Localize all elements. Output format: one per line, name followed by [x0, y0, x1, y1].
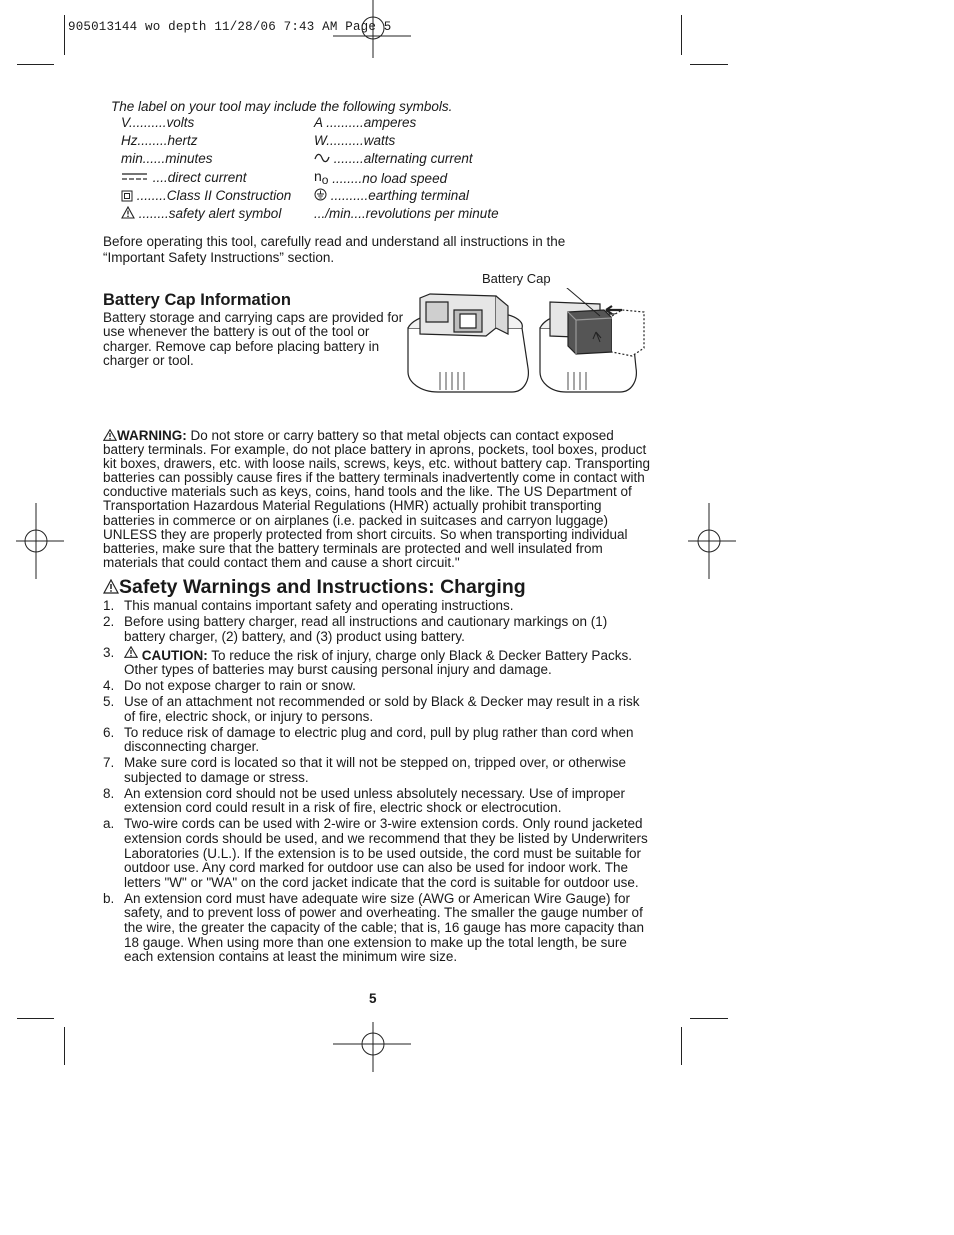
list-item-number: 8.: [103, 785, 115, 801]
list-item: [103, 695, 651, 724]
symbol-row: [121, 188, 291, 203]
symbol-row: [314, 206, 499, 221]
symbol-desc: ..........watts: [326, 133, 396, 148]
list-item-text: Make sure cord is located so that it will not be stepped on, tripped over, or otherwise subjected to damage or stress.: [124, 755, 627, 785]
symbol-abbrev: min: [121, 151, 143, 166]
battery-without-cap: [408, 294, 528, 392]
symbol-desc: .../min....revolutions per minute: [314, 206, 499, 221]
safety-alert-icon: [124, 646, 138, 658]
list-item-number: 1.: [103, 598, 115, 613]
list-item: [103, 817, 651, 890]
symbols-intro: The label on your tool may include the following symbols.: [111, 99, 453, 114]
battery-with-cap: [540, 302, 644, 392]
list-item-number: 5.: [103, 694, 115, 710]
list-item-text: An extension cord must have adequate wire size (AWG or American Wire Gauge) for safety, and to prevent loss of power and overheating. The smaller the gauge number of the wire, the greater the capacity of the cable; that is, 16 gauge has more capacity than 18 gauge. When using more than one extension to make up the total length, be sure each extension contains at least the minimum wire size.: [124, 890, 645, 965]
symbol-abbrev: A: [314, 115, 323, 130]
charging-heading-text: Safety Warnings and Instructions: Charging: [119, 576, 526, 598]
battery-cap-figure-label: Battery Cap: [482, 271, 551, 286]
list-item-text: This manual contains important safety and operating instructions.: [124, 598, 514, 613]
symbol-row: [314, 151, 473, 166]
symbol-row: [314, 168, 448, 187]
symbol-subscript: o: [321, 173, 329, 187]
symbol-abbrev: V: [121, 115, 130, 130]
direct-current-icon: [121, 172, 149, 182]
list-item: [103, 726, 651, 755]
battery-warning: [103, 429, 651, 570]
symbol-row: [121, 151, 213, 166]
symbol-row: [121, 170, 247, 185]
list-item-number: b.: [103, 890, 115, 906]
symbol-row: [314, 133, 395, 148]
symbol-desc: ..........amperes: [326, 115, 417, 130]
symbol-desc: ....direct current: [152, 170, 247, 185]
symbol-abbrev: W: [314, 133, 327, 148]
safety-alert-icon: [103, 579, 119, 594]
symbol-desc: ..........volts: [129, 115, 195, 130]
symbol-row: [121, 115, 194, 130]
list-item: [103, 756, 651, 785]
list-item: [103, 787, 651, 816]
charging-instructions-list: [103, 599, 651, 966]
charging-heading: [103, 576, 526, 599]
list-item-number: 7.: [103, 755, 115, 771]
class-ii-construction-icon: [121, 190, 133, 202]
list-item: [103, 646, 651, 678]
list-item-text: Do not expose charger to rain or snow.: [124, 678, 356, 694]
list-item-number: a.: [103, 816, 115, 832]
warning-text: Do not store or carry battery so that metal objects can contact exposed battery terminals. For example, do not place battery in aprons, pockets, tool boxes, product kit boxes, drawers, etc. with loose nails, screws, keys, etc. without battery cap. Transporting batteries can possibly cause fires if the battery terminals inadvertently come in contact with conductive materials such as keys, coins, hand tools and the like. The US Department of Transportation Hazardous Material Regulations (HMR) actually prohibit transporting batteries in commerce or on airplanes (i.e. packed in suitcases and carryon luggage) UNLESS they are properly protected from short circuits. So when transporting individual batteries, make sure that the battery terminals are protected and well insulated from materials that could contact them and cause a short circuit.": [103, 428, 650, 570]
printer-slug-line: 905013144 wo depth 11/28/06 7:43 AM Page 5: [68, 20, 392, 34]
list-item: [103, 599, 651, 614]
symbol-desc: ......minutes: [142, 151, 213, 166]
list-item-text: Use of an attachment not recommended or sold by Black & Decker may result in a risk of fire, electric shock, or injury to persons.: [124, 694, 640, 724]
list-item-number: 4.: [103, 678, 115, 694]
registration-mark-left: [16, 503, 66, 579]
list-item: [103, 892, 651, 965]
list-item-text: To reduce the risk of injury, charge only Black & Decker Battery Packs. Other types of batteries may burst causing personal injury and damage.: [124, 647, 632, 678]
list-item-text: Two-wire cords can be used with 2-wire or 3-wire extension cords. Only round jacketed extension cords should be used, and we recommend that they be listed by Underwriters Laboratories (U.L.). If the extension is to be used outside, the cord must be suitable for outdoor use. Any cord marked for outdoor use can also be used for indoor work. The letters "W" or "WA" on the cord jacket indicate that the cord is suitable for outdoor use.: [124, 816, 648, 890]
list-item-text: Before using battery charger, read all instructions and cautionary markings on (1) battery charger, (2) battery, and (3) product using battery.: [124, 613, 608, 644]
list-item: [103, 679, 651, 694]
battery-illustration: [400, 288, 650, 398]
battery-cap-body: Battery storage and carrying caps are provided for use whenever the battery is out of the tool or charger. Remove cap before placing battery in charger or tool.: [103, 310, 404, 368]
symbol-desc: ........safety alert symbol: [138, 206, 282, 221]
list-item-number: 2.: [103, 613, 115, 629]
registration-mark-top: [333, 0, 413, 60]
list-item-text: To reduce risk of damage to electric plug and cord, pull by plug rather than cord when disconnecting charger.: [124, 724, 634, 755]
before-operating-note: Before operating this tool, carefully read and understand all instructions in the “Important Safety Instructions” section.: [103, 234, 566, 265]
list-item-text: An extension cord should not be used unless absolutely necessary. Use of improper extension cord could result in a risk of fire, electric shock or electrocution.: [124, 785, 626, 816]
list-item-number: 3.: [103, 644, 115, 660]
earthing-terminal-icon: [314, 188, 327, 201]
warning-label: WARNING:: [117, 428, 187, 443]
page-number: 5: [369, 991, 377, 1006]
symbol-abbrev: n: [314, 168, 322, 184]
symbol-desc: ........no load speed: [332, 171, 448, 186]
safety-alert-icon: [121, 206, 135, 219]
symbol-row: [121, 133, 198, 148]
registration-mark-bottom: [333, 1022, 413, 1072]
registration-mark-right: [688, 503, 738, 579]
battery-cap-heading: Battery Cap Information: [103, 291, 291, 309]
symbol-desc: ........Class II Construction: [136, 188, 292, 203]
safety-alert-icon: [103, 429, 117, 441]
symbol-abbrev: Hz: [121, 133, 138, 148]
symbol-desc: ..........earthing terminal: [330, 188, 469, 203]
symbol-row: [314, 115, 416, 130]
list-item-number: 6.: [103, 724, 115, 740]
caution-label: CAUTION:: [141, 647, 208, 663]
symbol-desc: ........alternating current: [333, 151, 473, 166]
symbol-row: [121, 206, 281, 221]
alternating-current-icon: [314, 153, 330, 163]
symbol-row: [314, 188, 469, 203]
list-item: [103, 615, 651, 644]
symbol-desc: ........hertz: [137, 133, 198, 148]
